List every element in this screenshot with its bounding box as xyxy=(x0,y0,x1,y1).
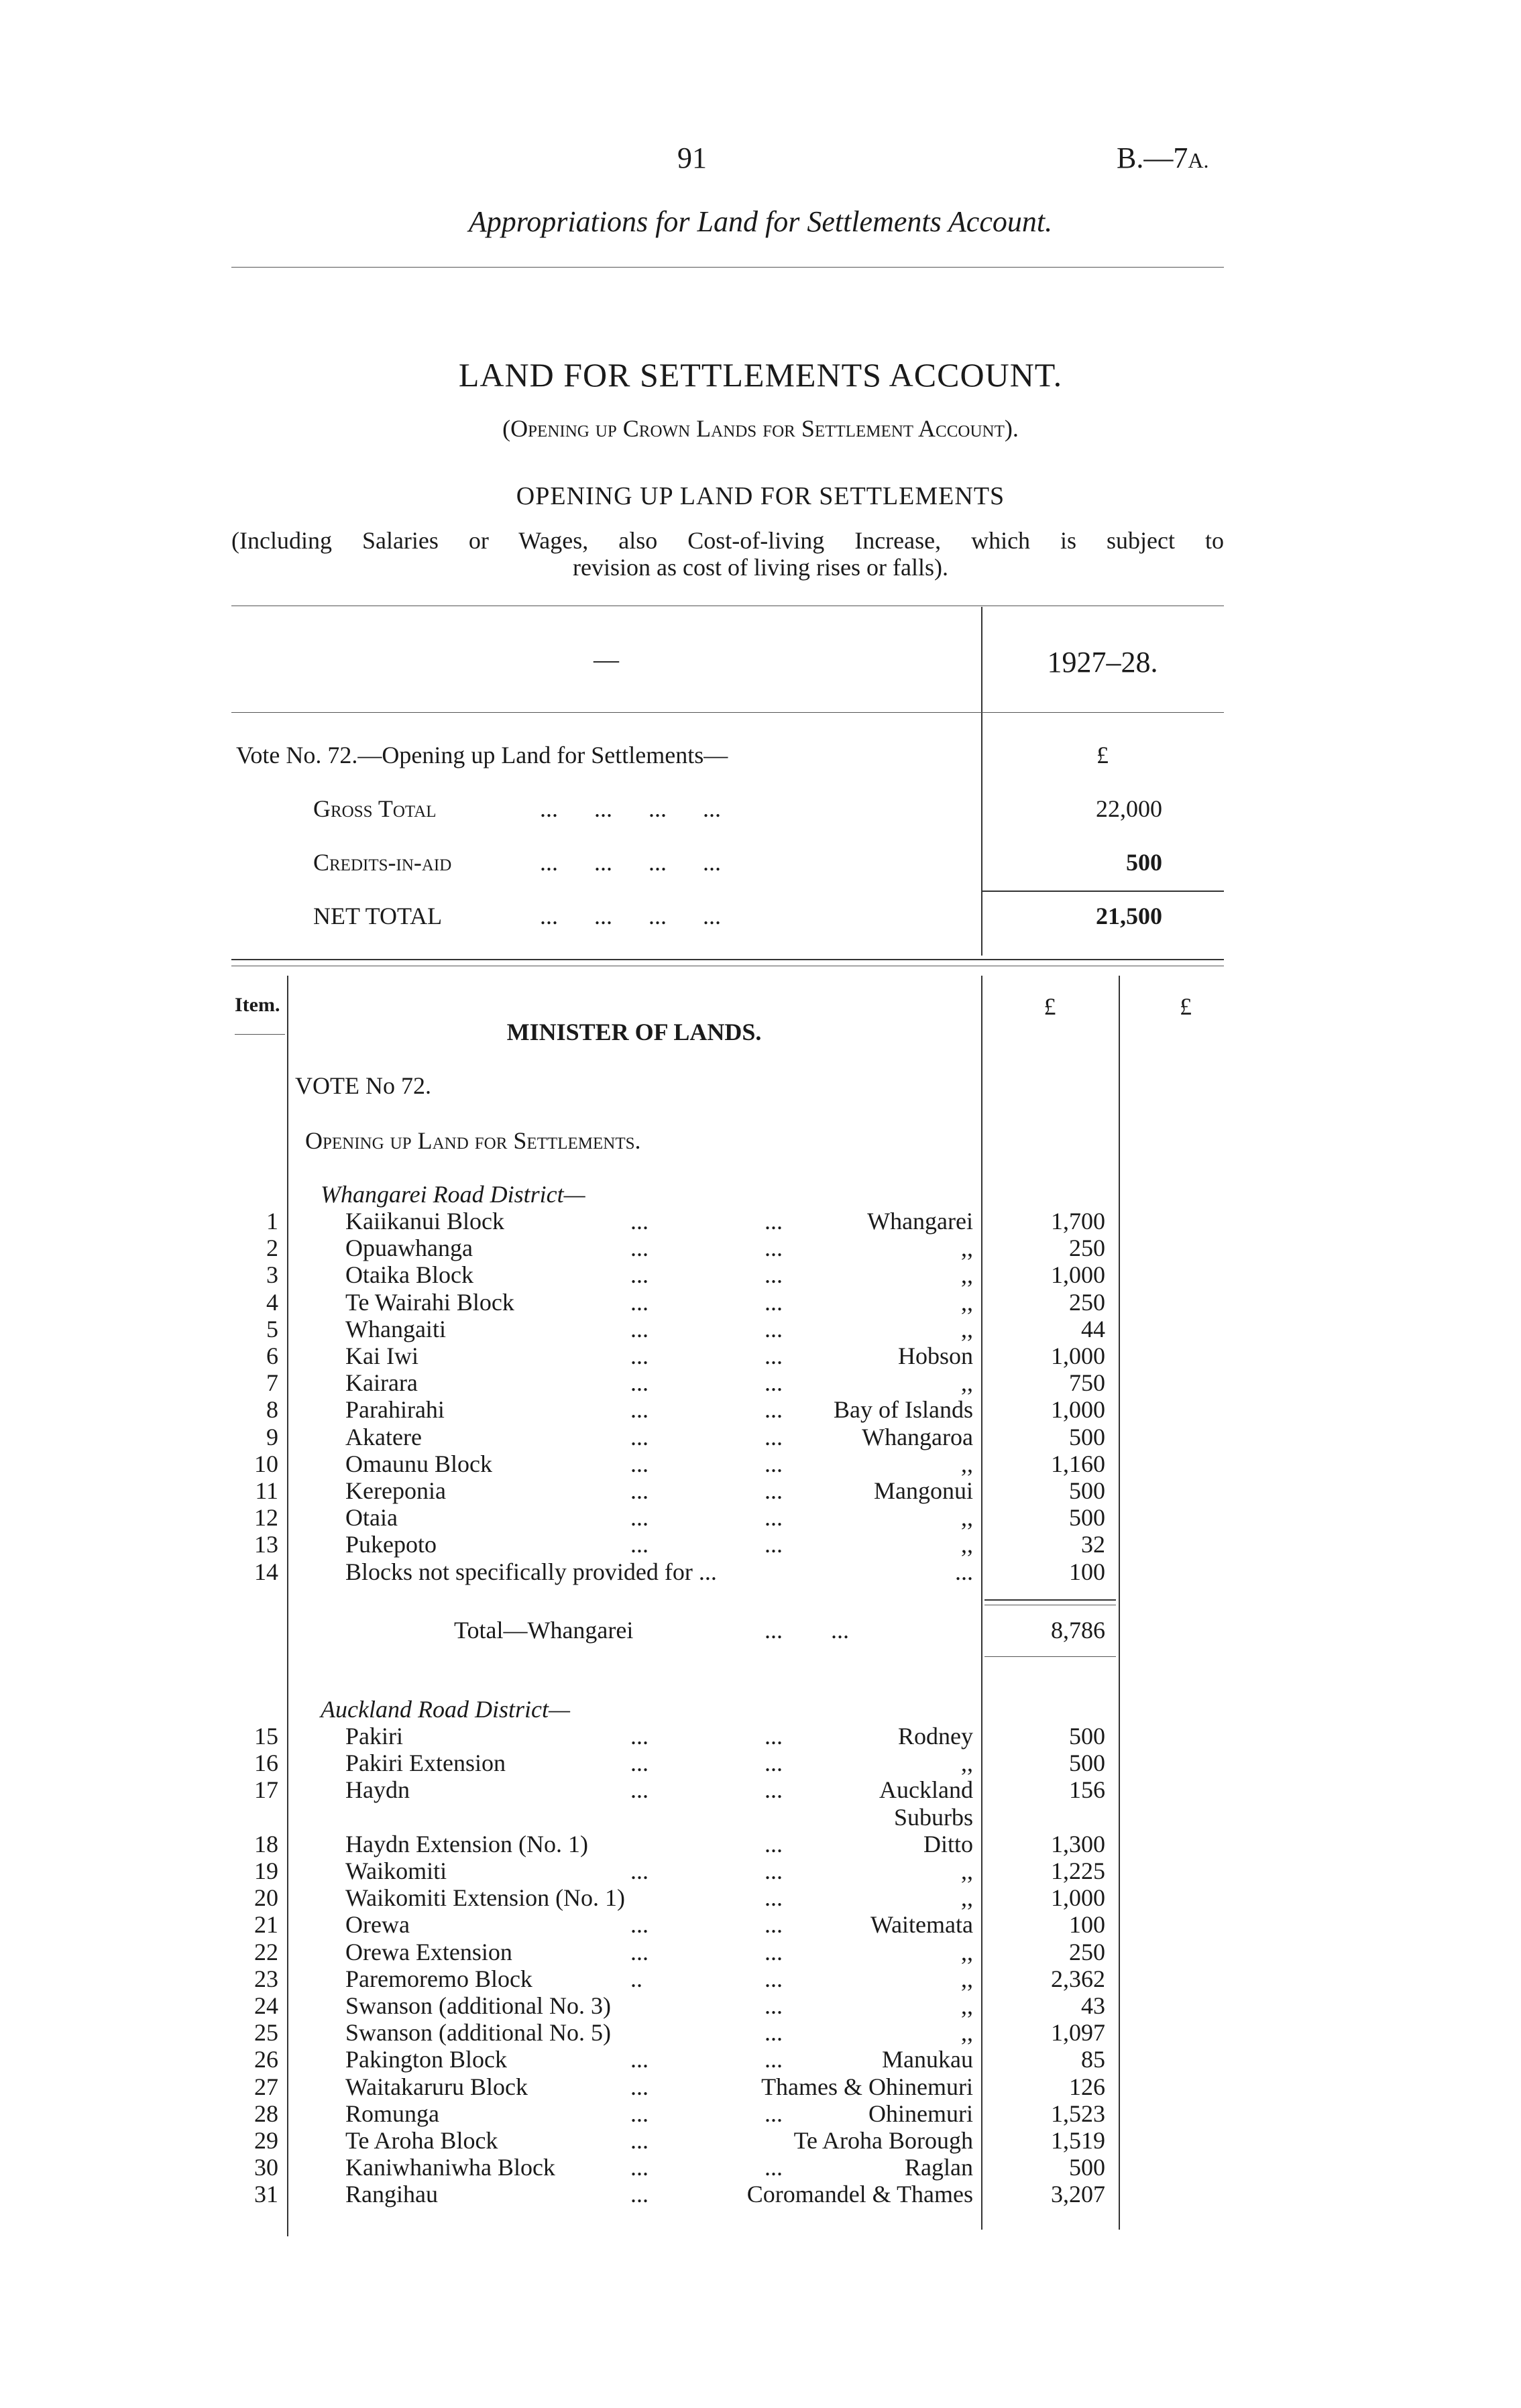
document-code-main: B.—7 xyxy=(1117,141,1188,174)
item-district: ,, xyxy=(961,1261,973,1289)
item-leader-dots: ... xyxy=(630,2181,649,2208)
item-district: ,, xyxy=(961,1992,973,2019)
item-name: Kaniwhaniwha Block xyxy=(345,2154,555,2181)
item-district: Hobson xyxy=(897,1342,973,1369)
item-leader-dots: ... xyxy=(765,1342,783,1369)
total-currency-header: £ xyxy=(1180,993,1192,1020)
item-number: 4 xyxy=(266,1288,278,1316)
item-leader-dots: ... xyxy=(765,1531,783,1558)
item-amount: 250 xyxy=(1069,1288,1105,1316)
item-number: 28 xyxy=(254,2100,278,2127)
item-leader-dots: ... xyxy=(630,1531,649,1558)
item-district: ,, xyxy=(961,1965,973,1992)
item-leader-dots: ... xyxy=(630,1423,649,1450)
item-name: Opuawhanga xyxy=(345,1235,473,1262)
net-total-dots: ... ... ... ... xyxy=(540,903,721,929)
item-amount: 1,160 xyxy=(1051,1450,1105,1477)
item-number: 2 xyxy=(266,1235,278,1262)
item-name: Kairara xyxy=(345,1369,418,1397)
item-number: 24 xyxy=(254,1992,278,2019)
item-leader-dots: ... xyxy=(630,2100,649,2127)
item-leader-dots: ... xyxy=(765,2100,783,2127)
item-district: Auckland xyxy=(879,1776,973,1804)
item-leader-dots: ... xyxy=(765,2046,783,2073)
item-number: 29 xyxy=(254,2127,278,2154)
item-amount: 500 xyxy=(1069,1477,1105,1504)
item-amount: 250 xyxy=(1069,1938,1105,1965)
item-amount: 500 xyxy=(1069,1750,1105,1777)
running-title: Appropriations for Land for Settlements Account. xyxy=(468,205,1053,238)
item-leader-dots: ... xyxy=(765,1396,783,1424)
item-district: Raglan xyxy=(905,2154,973,2181)
item-name: Haydn Extension (No. 1) xyxy=(345,1830,588,1857)
document-code xyxy=(1117,141,1208,175)
item-name: Pakington Block xyxy=(345,2046,507,2073)
item-leader-dots: ... xyxy=(765,1911,783,1939)
item-leader-dots: ... xyxy=(630,1288,649,1316)
item-leader-dots: ... xyxy=(765,1504,783,1532)
item-leader-dots: ... xyxy=(630,2073,649,2100)
item-name: Kai Iwi xyxy=(345,1342,418,1369)
item-leader-dots: ... xyxy=(630,1477,649,1504)
item-name: Waitakaruru Block xyxy=(345,2073,528,2100)
item-district: ,, xyxy=(961,2019,973,2047)
item-name: Orewa Extension xyxy=(345,1938,512,1965)
item-leader-dots: ... xyxy=(630,2046,649,2073)
item-district: ,, xyxy=(961,1750,973,1777)
item-name: Pukepoto xyxy=(345,1531,437,1558)
gross-total-value: 22,000 xyxy=(1096,795,1162,822)
item-leader-dots: ... xyxy=(765,1992,783,2019)
item-leader-dots: .. xyxy=(630,1965,642,1992)
item-amount: 85 xyxy=(1081,2046,1105,2073)
item-number: 9 xyxy=(266,1423,278,1450)
item-name: Rangihau xyxy=(345,2181,438,2208)
amount-currency-header: £ xyxy=(1044,993,1056,1020)
item-name: Pakiri Extension xyxy=(345,1750,506,1777)
main-heading: LAND FOR SETTLEMENTS ACCOUNT. xyxy=(458,356,1063,394)
item-number: 27 xyxy=(254,2073,278,2100)
item-leader-dots: ... xyxy=(765,1938,783,1965)
item-amount: 1,000 xyxy=(1051,1261,1105,1289)
item-district: Whangaroa xyxy=(862,1423,973,1450)
whangarei-total-bottom-rule xyxy=(984,1656,1116,1657)
whangarei-total-dots: ... ... xyxy=(765,1617,849,1644)
whangarei-total-label: Total—Whangarei xyxy=(454,1617,634,1644)
item-amount: 750 xyxy=(1069,1369,1105,1397)
item-district: ,, xyxy=(961,1938,973,1965)
vote-heading: VOTE No 72. xyxy=(295,1072,431,1099)
net-total-rule xyxy=(981,891,1224,892)
whangarei-total-value: 8,786 xyxy=(1051,1617,1105,1644)
item-district: ,, xyxy=(961,1857,973,1884)
item-leader-dots: ... xyxy=(765,1477,783,1504)
item-leader-dots: ... xyxy=(630,1750,649,1777)
item-number: 1 xyxy=(266,1208,278,1235)
item-amount: 500 xyxy=(1069,1423,1105,1450)
item-name: Whangaiti xyxy=(345,1315,446,1342)
item-number: 15 xyxy=(254,1723,278,1750)
item-leader-dots: ... xyxy=(630,2154,649,2181)
item-district: Thames & Ohinemuri xyxy=(761,2073,973,2100)
item-amount: 500 xyxy=(1069,1723,1105,1750)
summary-header-rule xyxy=(231,712,1224,713)
item-amount: 1,097 xyxy=(1051,2019,1105,2047)
item-number: 3 xyxy=(266,1261,278,1289)
item-leader-dots: ... xyxy=(765,2019,783,2047)
item-number: 23 xyxy=(254,1965,278,1992)
net-total-value: 21,500 xyxy=(1096,903,1162,929)
item-amount: 100 xyxy=(1069,1558,1105,1585)
item-district: ,, xyxy=(961,1884,973,1912)
item-name: Kaiikanui Block xyxy=(345,1208,504,1235)
item-district: ,, xyxy=(961,1369,973,1397)
item-leader-dots: ... xyxy=(765,1315,783,1342)
item-number: 26 xyxy=(254,2046,278,2073)
item-leader-dots: ... xyxy=(630,1504,649,1532)
item-district: ... xyxy=(955,1558,973,1585)
item-header-rule xyxy=(235,1034,285,1035)
item-leader-dots: ... xyxy=(765,1723,783,1750)
item-leader-dots: ... xyxy=(630,1396,649,1424)
minister-heading: MINISTER OF LANDS. xyxy=(506,1019,762,1045)
item-leader-dots: ... xyxy=(630,1261,649,1289)
item-leader-dots: ... xyxy=(765,1965,783,1992)
item-number: 20 xyxy=(254,1884,278,1912)
item-amount: 1,000 xyxy=(1051,1396,1105,1424)
item-name: Waikomiti xyxy=(345,1857,447,1884)
item-number: 22 xyxy=(254,1938,278,1965)
summary-year: 1927–28. xyxy=(1047,646,1158,679)
amount-column-divider xyxy=(981,976,982,2230)
item-name: Haydn xyxy=(345,1776,410,1804)
item-leader-dots: ... xyxy=(765,2154,783,2181)
item-district: Suburbs xyxy=(893,1803,973,1831)
item-leader-dots: ... xyxy=(630,1235,649,1262)
item-number: 16 xyxy=(254,1750,278,1777)
item-district: ,, xyxy=(961,1450,973,1477)
item-amount: 1,000 xyxy=(1051,1342,1105,1369)
item-leader-dots: ... xyxy=(630,2127,649,2154)
item-number: 30 xyxy=(254,2154,278,2181)
vote-line: Vote No. 72.—Opening up Land for Settlements— xyxy=(236,742,728,768)
subhead-heading: Opening up Land for Settlements. xyxy=(305,1127,641,1154)
item-name: Te Aroha Block xyxy=(345,2127,498,2154)
item-number: 6 xyxy=(266,1342,278,1369)
item-district: Whangarei xyxy=(867,1208,973,1235)
item-column-divider xyxy=(287,976,288,2236)
item-district: Ditto xyxy=(923,1830,973,1857)
item-leader-dots: ... xyxy=(630,1776,649,1804)
item-district: Te Aroha Borough xyxy=(793,2127,973,2154)
credits-in-aid-dots: ... ... ... ... xyxy=(540,849,721,876)
item-leader-dots: ... xyxy=(765,1857,783,1884)
note-line-2: revision as cost of living rises or falls). xyxy=(573,554,948,581)
item-number: 11 xyxy=(255,1477,278,1504)
gross-total-dots: ... ... ... ... xyxy=(540,795,721,822)
item-name: Te Wairahi Block xyxy=(345,1288,514,1316)
item-leader-dots: ... xyxy=(765,1208,783,1235)
item-name: Blocks not specifically provided for ... xyxy=(345,1558,717,1585)
item-amount: 32 xyxy=(1081,1531,1105,1558)
item-district: Bay of Islands xyxy=(834,1396,973,1424)
item-name: Otaia xyxy=(345,1504,398,1532)
document-code-suffix: A. xyxy=(1188,148,1209,172)
item-amount: 1,700 xyxy=(1051,1208,1105,1235)
item-amount: 500 xyxy=(1069,1504,1105,1532)
item-name: Otaika Block xyxy=(345,1261,473,1289)
total-column-divider xyxy=(1119,976,1120,2230)
item-district: ,, xyxy=(961,1235,973,1262)
item-amount: 43 xyxy=(1081,1992,1105,2019)
item-amount: 156 xyxy=(1069,1776,1105,1804)
item-number: 10 xyxy=(254,1450,278,1477)
item-district: Ohinemuri xyxy=(868,2100,973,2127)
item-district: ,, xyxy=(961,1288,973,1316)
whangarei-total-rule-1 xyxy=(984,1599,1116,1601)
item-leader-dots: ... xyxy=(630,1723,649,1750)
item-number: 18 xyxy=(254,1830,278,1857)
item-amount: 1,300 xyxy=(1051,1830,1105,1857)
item-district: Waitemata xyxy=(870,1911,973,1939)
item-district: ,, xyxy=(961,1315,973,1342)
item-number: 31 xyxy=(254,2181,278,2208)
item-district: Mangonui xyxy=(874,1477,973,1504)
item-district: Manukau xyxy=(882,2046,973,2073)
item-name: Pakiri xyxy=(345,1723,403,1750)
item-name: Paremoremo Block xyxy=(345,1965,532,1992)
item-leader-dots: ... xyxy=(630,1450,649,1477)
item-leader-dots: ... xyxy=(765,1369,783,1397)
item-leader-dots: ... xyxy=(630,1857,649,1884)
item-amount: 1,225 xyxy=(1051,1857,1105,1884)
item-leader-dots: ... xyxy=(765,1884,783,1912)
item-number: 21 xyxy=(254,1911,278,1939)
whangarei-district-title: Whangarei Road District— xyxy=(321,1181,585,1208)
item-district: Coromandel & Thames xyxy=(746,2181,973,2208)
item-leader-dots: ... xyxy=(630,1938,649,1965)
item-amount: 1,519 xyxy=(1051,2127,1105,2154)
item-amount: 1,000 xyxy=(1051,1884,1105,1912)
item-name: Omaunu Block xyxy=(345,1450,492,1477)
item-district: ,, xyxy=(961,1504,973,1532)
item-leader-dots: ... xyxy=(630,1315,649,1342)
item-name: Swanson (additional No. 5) xyxy=(345,2019,611,2047)
item-column-header: Item. xyxy=(235,994,280,1016)
net-total-label: NET TOTAL xyxy=(313,903,443,929)
item-amount: 250 xyxy=(1069,1235,1105,1262)
note-line-1: (Including Salaries or Wages, also Cost-of-living Increase, which is subject to xyxy=(231,527,1224,554)
item-amount: 1,523 xyxy=(1051,2100,1105,2127)
item-number: 12 xyxy=(254,1504,278,1532)
item-name: Orewa xyxy=(345,1911,410,1939)
item-name: Romunga xyxy=(345,2100,439,2127)
item-leader-dots: ... xyxy=(630,1342,649,1369)
summary-currency: £ xyxy=(1096,742,1109,768)
item-number: 8 xyxy=(266,1396,278,1424)
item-number: 13 xyxy=(254,1531,278,1558)
page-number: 91 xyxy=(677,141,707,174)
auckland-district-title: Auckland Road District— xyxy=(321,1696,570,1723)
item-number: 25 xyxy=(254,2019,278,2047)
item-leader-dots: ... xyxy=(765,1235,783,1262)
item-leader-dots: ... xyxy=(765,1261,783,1289)
item-amount: 500 xyxy=(1069,2154,1105,2181)
summary-dash: — xyxy=(594,646,619,674)
item-number: 14 xyxy=(254,1558,278,1585)
item-leader-dots: ... xyxy=(630,1911,649,1939)
item-name: Parahirahi xyxy=(345,1396,445,1424)
item-leader-dots: ... xyxy=(630,1369,649,1397)
credits-in-aid-value: 500 xyxy=(1126,849,1162,876)
item-number: 17 xyxy=(254,1776,278,1804)
header-rule xyxy=(231,267,1224,268)
item-number: 19 xyxy=(254,1857,278,1884)
gross-total-label: Gross Total xyxy=(313,795,437,822)
item-amount: 3,207 xyxy=(1051,2181,1105,2208)
credits-in-aid-label: Credits-in-aid xyxy=(313,849,452,876)
item-amount: 100 xyxy=(1069,1911,1105,1939)
item-district: ,, xyxy=(961,1531,973,1558)
sub-heading: (Opening up Crown Lands for Settlement Account). xyxy=(502,415,1019,442)
section-heading: OPENING UP LAND FOR SETTLEMENTS xyxy=(516,482,1005,510)
item-district: Rodney xyxy=(898,1723,973,1750)
item-leader-dots: ... xyxy=(630,1208,649,1235)
item-name: Kereponia xyxy=(345,1477,446,1504)
item-leader-dots: ... xyxy=(765,1450,783,1477)
item-leader-dots: ... xyxy=(765,1750,783,1777)
item-leader-dots: ... xyxy=(765,1776,783,1804)
item-number: 5 xyxy=(266,1315,278,1342)
item-amount: 126 xyxy=(1069,2073,1105,2100)
summary-bottom-rule-1 xyxy=(231,959,1224,960)
item-leader-dots: ... xyxy=(765,1288,783,1316)
item-number: 7 xyxy=(266,1369,278,1397)
item-name: Waikomiti Extension (No. 1) xyxy=(345,1884,626,1912)
item-name: Swanson (additional No. 3) xyxy=(345,1992,611,2019)
item-leader-dots: ... xyxy=(765,1423,783,1450)
item-name: Akatere xyxy=(345,1423,422,1450)
item-amount: 44 xyxy=(1081,1315,1105,1342)
item-leader-dots: ... xyxy=(765,1830,783,1857)
item-amount: 2,362 xyxy=(1051,1965,1105,1992)
